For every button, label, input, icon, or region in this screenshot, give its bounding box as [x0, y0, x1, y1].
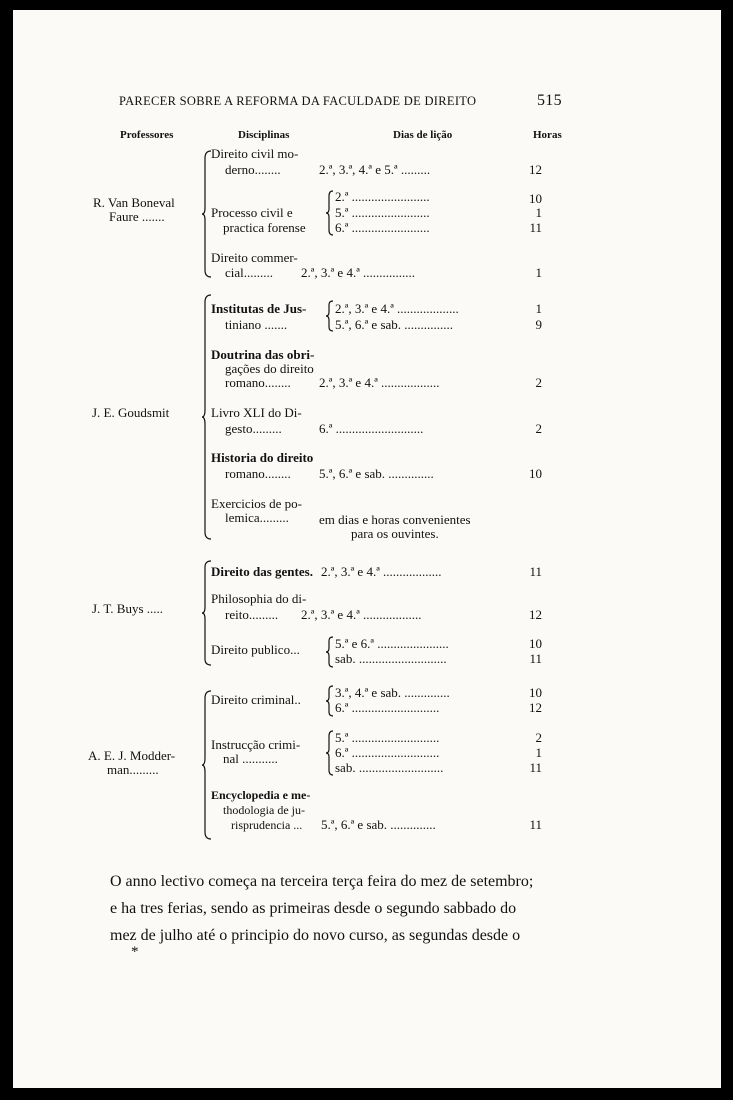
professor-name: R. Van Boneval — [93, 195, 175, 210]
col-disciplinas: Disciplinas — [238, 129, 290, 141]
lesson-days: 5.ª, 6.ª e sab. .............. — [319, 466, 434, 481]
hours: 2 — [535, 421, 542, 436]
lesson-days: 5.ª ........................ — [335, 205, 430, 220]
professor-name: man......... — [107, 762, 159, 777]
col-dias: Dias de lição — [393, 129, 453, 141]
hours: 12 — [529, 607, 542, 622]
hours: 2 — [535, 375, 542, 390]
lesson-days: em dias e horas convenientes — [319, 512, 471, 527]
discipline-name: cial......... — [225, 265, 274, 280]
hours: 11 — [529, 651, 542, 666]
discipline-name: Direito civil mo- — [211, 146, 299, 161]
professor-name: A. E. J. Modder- — [88, 748, 176, 763]
discipline-name: gações do direito — [225, 361, 314, 376]
discipline-name: Direito commer- — [211, 250, 298, 265]
hours: 12 — [529, 162, 542, 177]
lesson-days: sab. .......................... — [335, 760, 444, 775]
discipline-name: derno........ — [225, 162, 281, 177]
lesson-days: 5.ª e 6.ª ...................... — [335, 636, 449, 651]
signature-mark: * — [131, 944, 139, 960]
professor-name: Faure ....... — [109, 209, 165, 224]
discipline-name: risprudencia ... — [231, 818, 303, 832]
lesson-days: 3.ª, 4.ª e sab. .............. — [335, 685, 450, 700]
discipline-name: Direito das gentes. — [211, 564, 313, 579]
discipline-name: Instrucção crimi- — [211, 737, 301, 752]
brace — [325, 190, 334, 236]
lesson-days: 5.ª ........................... — [335, 730, 440, 745]
discipline-name: Livro XLI do Di- — [211, 405, 302, 420]
discipline-name: Encyclopedia e me- — [211, 788, 311, 802]
discipline-name: romano........ — [225, 375, 291, 390]
brace — [325, 636, 334, 668]
hours: 1 — [535, 205, 542, 220]
discipline-name: practica forense — [223, 220, 306, 235]
discipline-name: Direito publico... — [211, 642, 300, 657]
paragraph-line: e ha tres ferias, sendo as primeiras desde o segundo sabbado do — [110, 900, 517, 917]
lesson-days: 5.ª, 6.ª e sab. ............... — [335, 317, 454, 332]
hours: 12 — [529, 700, 542, 715]
header-title: PARECER SOBRE A REFORMA DA FACULDADE DE DIREITO — [119, 94, 477, 108]
hours: 1 — [535, 265, 542, 280]
hours: 1 — [535, 301, 542, 316]
hours: 10 — [529, 685, 542, 700]
brace — [201, 690, 213, 840]
lesson-days: sab. ........................... — [335, 651, 447, 666]
discipline-name: lemica......... — [225, 510, 289, 525]
lesson-days: 6.ª ........................ — [335, 220, 430, 235]
book-page — [13, 10, 721, 1088]
col-horas: Horas — [533, 129, 562, 141]
discipline-name: Processo civil e — [211, 205, 293, 220]
discipline-name: Institutas de Jus- — [211, 301, 307, 316]
brace — [325, 300, 334, 332]
lesson-days: 2.ª, 3.ª e 4.ª ................ — [301, 265, 416, 280]
brace — [325, 685, 334, 717]
lesson-days: 2.ª, 3.ª e 4.ª .................. — [319, 375, 440, 390]
hours: 10 — [529, 466, 542, 481]
lesson-days: 6.ª ........................... — [319, 421, 424, 436]
professor-name: J. E. Goudsmit — [92, 405, 170, 420]
discipline-name: Philosophia do di- — [211, 591, 307, 606]
hours: 11 — [529, 760, 542, 775]
discipline-name: Doutrina das obri- — [211, 347, 315, 362]
discipline-name: nal ........... — [223, 751, 278, 766]
lesson-days: 6.ª ........................... — [335, 745, 440, 760]
discipline-name: reito......... — [225, 607, 279, 622]
discipline-name: Exercicios de po- — [211, 496, 302, 511]
hours: 1 — [535, 745, 542, 760]
hours: 11 — [529, 817, 542, 832]
lesson-days: 2.ª, 3.ª, 4.ª e 5.ª ......... — [319, 162, 431, 177]
paragraph-line: O anno lectivo começa na terceira terça feira do mez de setembro; — [110, 873, 534, 890]
lesson-days: 6.ª ........................... — [335, 700, 440, 715]
paragraph-line: mez de julho até o principio do novo curso, as segundas desde o — [110, 927, 521, 944]
col-professores: Professores — [120, 129, 174, 141]
lesson-days: 2.ª, 3.ª e 4.ª ................... — [335, 301, 459, 316]
hours: 10 — [529, 636, 542, 651]
hours: 9 — [535, 317, 542, 332]
hours: 11 — [529, 564, 542, 579]
discipline-name: gesto......... — [225, 421, 282, 436]
hours: 10 — [529, 191, 542, 206]
body-paragraph — [110, 868, 570, 949]
page-number: 515 — [537, 92, 562, 109]
discipline-name: thodologia de ju- — [223, 803, 305, 817]
hours: 11 — [529, 220, 542, 235]
professor-name: J. T. Buys ..... — [92, 601, 164, 616]
discipline-name: Direito criminal.. — [211, 692, 301, 707]
discipline-name: tiniano ....... — [225, 317, 288, 332]
lesson-days: 5.ª, 6.ª e sab. .............. — [321, 817, 436, 832]
lesson-days: 2.ª, 3.ª e 4.ª .................. — [301, 607, 422, 622]
brace — [325, 730, 334, 776]
discipline-name: Historia do direito — [211, 450, 314, 465]
lesson-days: para os ouvintes. — [351, 526, 439, 541]
lesson-days: 2.ª ........................ — [335, 189, 430, 204]
lesson-days: 2.ª, 3.ª e 4.ª .................. — [321, 564, 442, 579]
discipline-name: romano........ — [225, 466, 291, 481]
hours: 2 — [535, 730, 542, 745]
